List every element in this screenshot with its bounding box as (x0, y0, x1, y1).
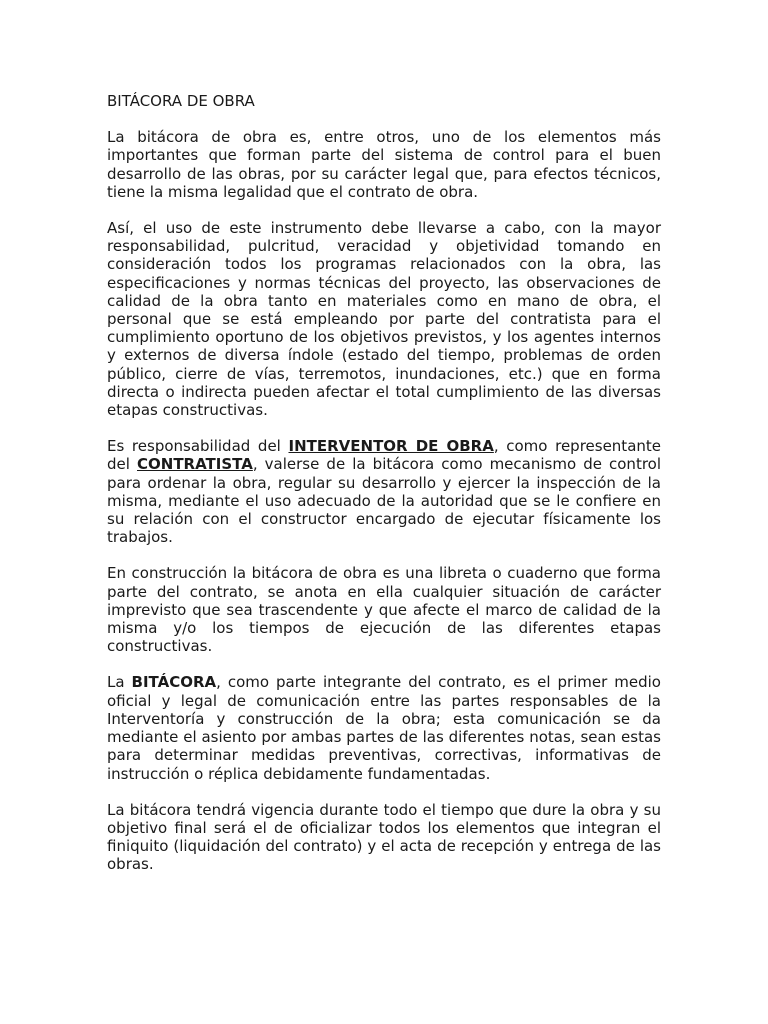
bitacora-term: BITÁCORA (131, 673, 217, 692)
document-title: BITÁCORA DE OBRA (107, 92, 255, 110)
paragraph-5 (107, 673, 661, 782)
paragraph-3-text-a: Es responsabilidad del (107, 437, 289, 456)
paragraph-5-text-c: , como parte integrante del contrato, es el primer medio oficial y legal de comunicación entre las partes responsables de la Interventoría y construcción de la obra; esta comunicación se da mediante el asiento por ambas partes de las diferentes notas, sean estas para determinar medidas preventivas, correctivas, informativas de instrucción o réplica debidamente fundamentadas. (107, 673, 661, 783)
contratista-term: CONTRATISTA (137, 455, 253, 474)
paragraph-3-text-c: , como representante del (107, 437, 662, 474)
paragraph-2: Así, el uso de este instrumento debe llevarse a cabo, con la mayor responsabilidad, pulcritud, veracidad y objetividad tomando en consideración todos los programas relacionados con la obra, las especificaciones y normas técnicas del proyecto, las observaciones de calidad de la obra tanto en materiales como en mano de obra, el personal que se está empleando por parte del contratista para el cumplimiento oportuno de los objetivos previstos, y los agentes internos y externos de diversa índole (estado del tiempo, problemas de orden público, cierre de vías, terremotos, inundaciones, etc.) que en forma directa o indirecta pueden afectar el total cumplimiento de las diversas etapas constructivas. (107, 219, 661, 420)
paragraph-4: En construcción la bitácora de obra es una libreta o cuaderno que forma parte del contrato, se anota en ella cualquier situación de carácter imprevisto que sea trascendente y que afecte el marco de calidad de la misma y/o los tiempos de ejecución de las diferentes etapas constructivas. (107, 564, 661, 656)
interventor-de-obra-term: INTERVENTOR DE OBRA (288, 437, 494, 456)
paragraph-5-text-a: La (107, 673, 132, 692)
paragraph-6: La bitácora tendrá vigencia durante todo el tiempo que dure la obra y su objetivo final será el de oficializar todos los elementos que integran el finiquito (liquidación del contrato) y el acta de recepción y entrega de las obras. (107, 800, 661, 874)
paragraph-3-text-e: , valerse de la bitácora como mecanismo de control para ordenar la obra, regular su desarrollo y ejercer la inspección de la misma, mediante el uso adecuado de la autoridad que se le confiere en su relación con el constructor encargado de ejecutar físicamente los trabajos. (107, 455, 662, 547)
paragraph-3 (107, 437, 661, 546)
paragraph-1: La bitácora de obra es, entre otros, uno de los elementos más importantes que forman parte del sistema de control para el buen desarrollo de las obras, por su carácter legal que, para efectos técnicos, tiene la misma legalidad que el contrato de obra. (107, 128, 661, 201)
document-page (107, 92, 661, 874)
